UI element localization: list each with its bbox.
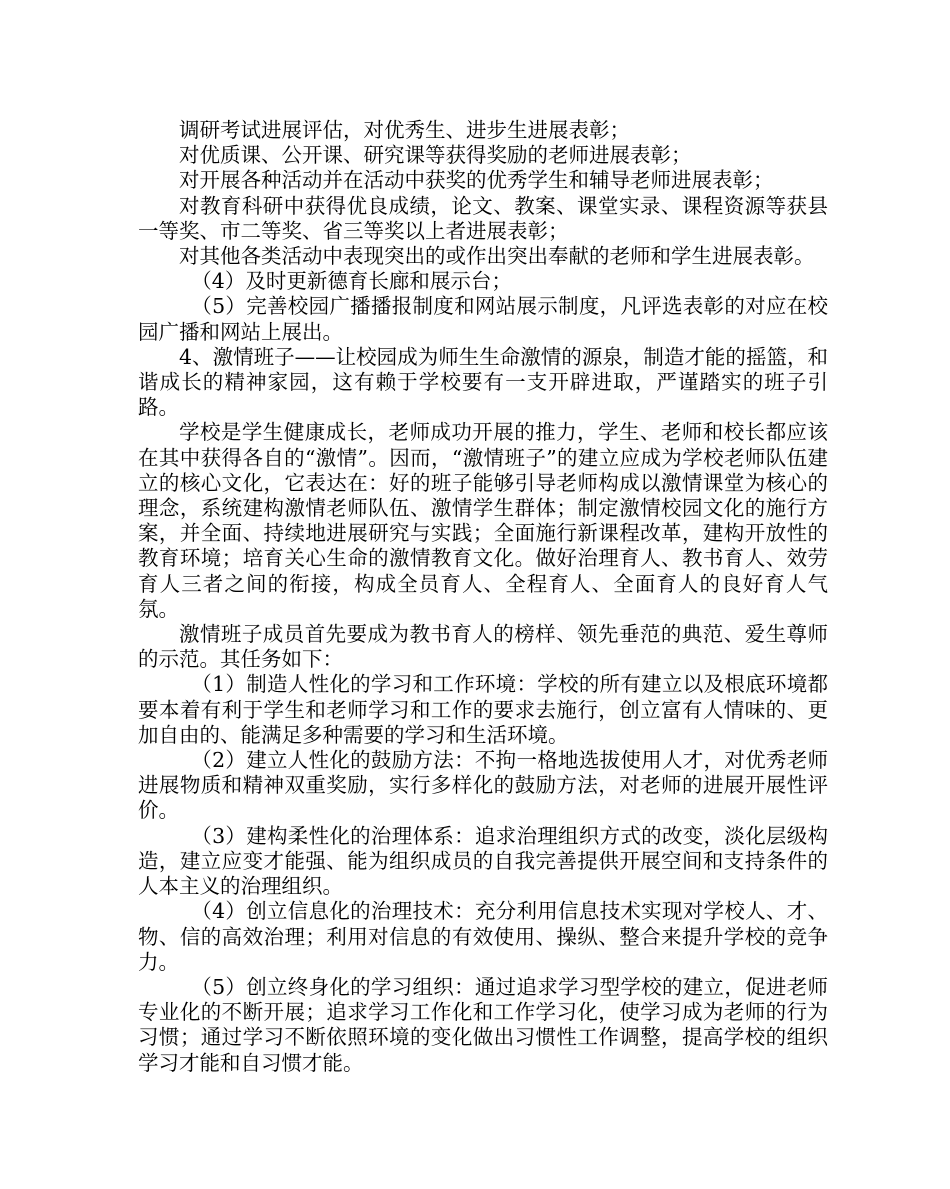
paragraph-school-passion: 学校是学生健康成长，老师成功开展的推力，学生、老师和校长都应该在其中获得各自的“激情”。因而，“激情班子”的建立应成为学校老师队伍建立的核心文化，它表达在：好的班子能够引导老师构成以激情课堂为核心的理念，系统建构激情老师队伍、激情学生群体；制定激情校园文化的施行方案，并全面、持续地进展研究与实践；全面施行新课程改革，建构开放性的教育环境；培育关心生命的激情教育文化。做好治理育人、教书育人、效劳育人三者之间的衔接，构成全员育人、全程育人、全面育人的良好育人气氛。 (138, 420, 828, 621)
paragraph-commend-students: 调研考试进展评估，对优秀生、进步生进展表彰； (179, 118, 630, 142)
paragraph-commend-others: 对其他各类活动中表现突出的或作出突出奉献的老师和学生进展表彰。 (179, 244, 815, 269)
paragraph-item-5-broadcast: （5）完善校园广播播报制度和网站展示制度，凡评选表彰的对应在校园广播和网站上展出。 (138, 294, 828, 344)
paragraph-team-tasks-intro: 激情班子成员首先要成为教书育人的榜样、领先垂范的典范、爱生尊师的示范。其任务如下： (138, 622, 828, 672)
paragraph-task-1: （1）制造人性化的学习和工作环境：学校的所有建立以及根底环境都要本着有利于学生和老师学习和工作的要求去施行，创立富有人情味的、更加自由的、能满足多种需要的学习和生活环境。 (138, 672, 828, 747)
paragraph-commend-activities: 对开展各种活动并在活动中获奖的优秀学生和辅导老师进展表彰； (179, 168, 774, 193)
paragraph-item-4-corridor: （4）及时更新德育长廊和展示台； (191, 269, 512, 294)
document-body (138, 118, 828, 1076)
paragraph-task-5: （5）创立终身化的学习组织：通过追求学习型学校的建立，促进老师专业化的不断开展；追求学习工作化和工作学习化，使学习成为老师的行为习惯；通过学习不断依照环境的变化做出习惯性工作调整，提高学校的组织学习才能和自习惯才能。 (138, 974, 828, 1075)
paragraph-task-2: （2）建立人性化的鼓励方法：不拘一格地选拔使用人才，对优秀老师进展物质和精神双重奖励，实行多样化的鼓励方法，对老师的进展开展性评价。 (138, 748, 828, 823)
paragraph-section-4-heading: 4、激情班子——让校园成为师生生命激情的源泉，制造才能的摇篮，和谐成长的精神家园，这有赖于学校要有一支开辟进取，严谨踏实的班子引路。 (138, 344, 828, 420)
paragraph-task-3: （3）建构柔性化的治理体系：追求治理组织方式的改变，淡化层级构造，建立应变才能强、能为组织成员的自我完善提供开展空间和支持条件的人本主义的治理组织。 (138, 823, 828, 899)
paragraph-commend-research: 对教育科研中获得优良成绩，论文、教案、课堂实录、课程资源等获县一等奖、市二等奖、省三等奖以上者进展表彰； (138, 193, 828, 243)
paragraph-commend-teachers-lessons: 对优质课、公开课、研究课等获得奖励的老师进展表彰； (179, 143, 692, 168)
paragraph-task-4: （4）创立信息化的治理技术：充分利用信息技术实现对学校人、才、物、信的高效治理；利用对信息的有效使用、操纵、整合来提升学校的竞争力。 (138, 899, 828, 974)
